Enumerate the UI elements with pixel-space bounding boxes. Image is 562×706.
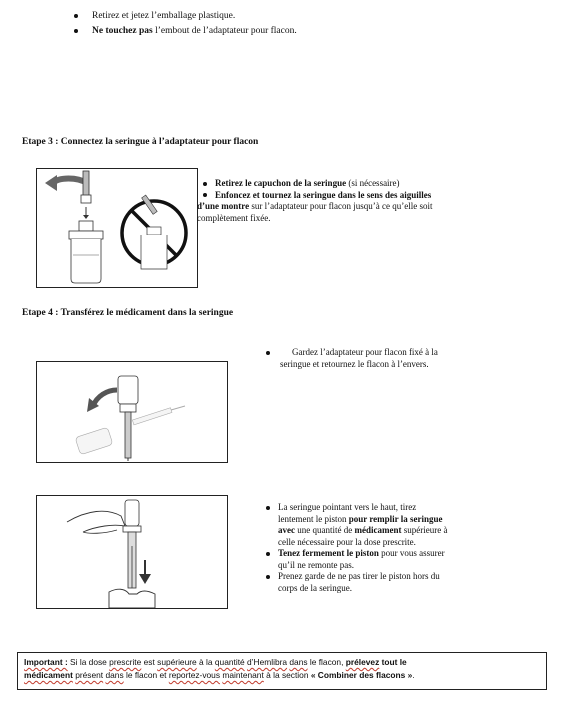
step4-bullet-3 [266,571,546,583]
bullet-bold-text: Ne touchez pas [92,26,153,36]
bullet-text: celle nécessaire pour la dose prescrite. [278,536,416,547]
bullet-dot [203,182,207,186]
notice-text: maintenant [222,670,264,680]
step3-bullet-1 [197,178,517,190]
notice-text: . [412,670,415,680]
step3-title: Etape 3 : Connectez la seringue à l’adaptateur pour flacon [22,137,259,147]
step4-invert-illustration [36,361,228,463]
bullet-text: sur l’adaptateur pour flacon jusqu’à ce qu’elle soit [249,201,433,211]
step4-paragraph-2 [266,502,546,594]
bullet-dot [74,29,78,33]
bullet-dot [203,193,207,197]
bullet-bold-text: médicament [354,525,402,535]
step4-bullet-1-line2 [266,514,546,526]
bullet-text: lentement le piston [278,513,349,524]
notice-text: dans [105,670,124,680]
step3-bullet-2-cont [197,201,517,213]
paragraph-line [266,347,536,359]
bullet-dot [266,506,270,510]
notice-text: le flacon et [123,670,169,680]
bullet-text: pour vous assurer [378,548,445,558]
bullet-text: qu’il ne remonte pas. [278,559,354,570]
bullet-bold-text: pour remplir la seringue [348,513,443,524]
bullet-dot [266,552,270,556]
notice-text: supérieure [157,657,197,667]
bullet-text: La seringue pointant vers le haut, tirez [278,502,417,512]
notice-text: reportez-vous [168,670,221,680]
notice-bold-text: médicament [24,670,73,680]
step4-bullet-2 [266,548,546,560]
bullet-text: supérieure à [401,525,448,535]
notice-text: quantité [214,657,245,667]
invert-vial-illustration [37,362,227,462]
bullet-bold-text: d’une montre [197,201,250,211]
notice-text: présent [75,670,104,680]
step4-title: Etape 4 : Transférez le médicament dans la seringue [22,308,234,318]
bullet-bold-text: Tenez fermement le piston [278,548,379,558]
bullet-bold-text: avec [278,525,295,535]
intro-bullet-1 [74,10,235,23]
notice-bold-text: « Combiner des flacons » [310,670,413,680]
notice-text: le flacon, [307,657,346,667]
bullet-text: Prenez garde de ne pas tirer le piston hors du [278,571,440,581]
bullet-text: Retirez et jetez l’emballage plastique. [92,11,236,21]
bullet-text: corps de la seringue. [278,582,352,593]
bullet-dot [266,351,270,355]
step3-illustration [36,168,198,288]
step4-bullet-1 [266,502,546,514]
notice-text: d’Hemlibra [247,657,288,667]
notice-text: est [141,657,158,667]
step3-bullet-2 [197,190,517,202]
bullet-bold-text: Enfoncez et tournez la seringue dans le sens des aiguilles [215,189,432,200]
step4-paragraph-1 [266,347,536,370]
bullet-text: une quantité de [295,525,355,535]
important-line-1 [24,656,540,669]
bullet-dot [74,14,78,18]
notice-text: à la [196,657,215,667]
important-line-2 [24,669,540,682]
step3-bullet-2-end: complètement fixée. [197,212,271,223]
notice-text: à la section [263,670,311,680]
notice-bold-text: tout le [379,657,407,667]
bullet-dot [266,575,270,579]
step3-instructions [197,178,517,224]
important-notice [17,652,547,690]
attach-syringe-illustration [37,169,197,287]
notice-text: Si la dose [67,657,110,667]
bullet-bold-text: Retirez le capuchon de la seringue [215,178,347,188]
step4-pull-illustration [36,495,228,609]
important-label: Important : [24,657,68,667]
step4-bullet-1-line3 [266,525,546,537]
intro-bullet-2 [74,25,297,38]
bullet-text: l’embout de l’adaptateur pour flacon. [152,26,297,36]
bullet-text: (si nécessaire) [346,178,400,188]
notice-text: dans [289,657,308,667]
pull-plunger-illustration [37,496,227,608]
notice-text: prescrite [109,657,142,667]
paragraph-text: seringue et retournez le flacon à l’envers. [280,358,429,369]
paragraph-text: Gardez l’adaptateur pour flacon fixé à la [292,347,438,357]
notice-bold-text: prélevez [345,657,380,667]
